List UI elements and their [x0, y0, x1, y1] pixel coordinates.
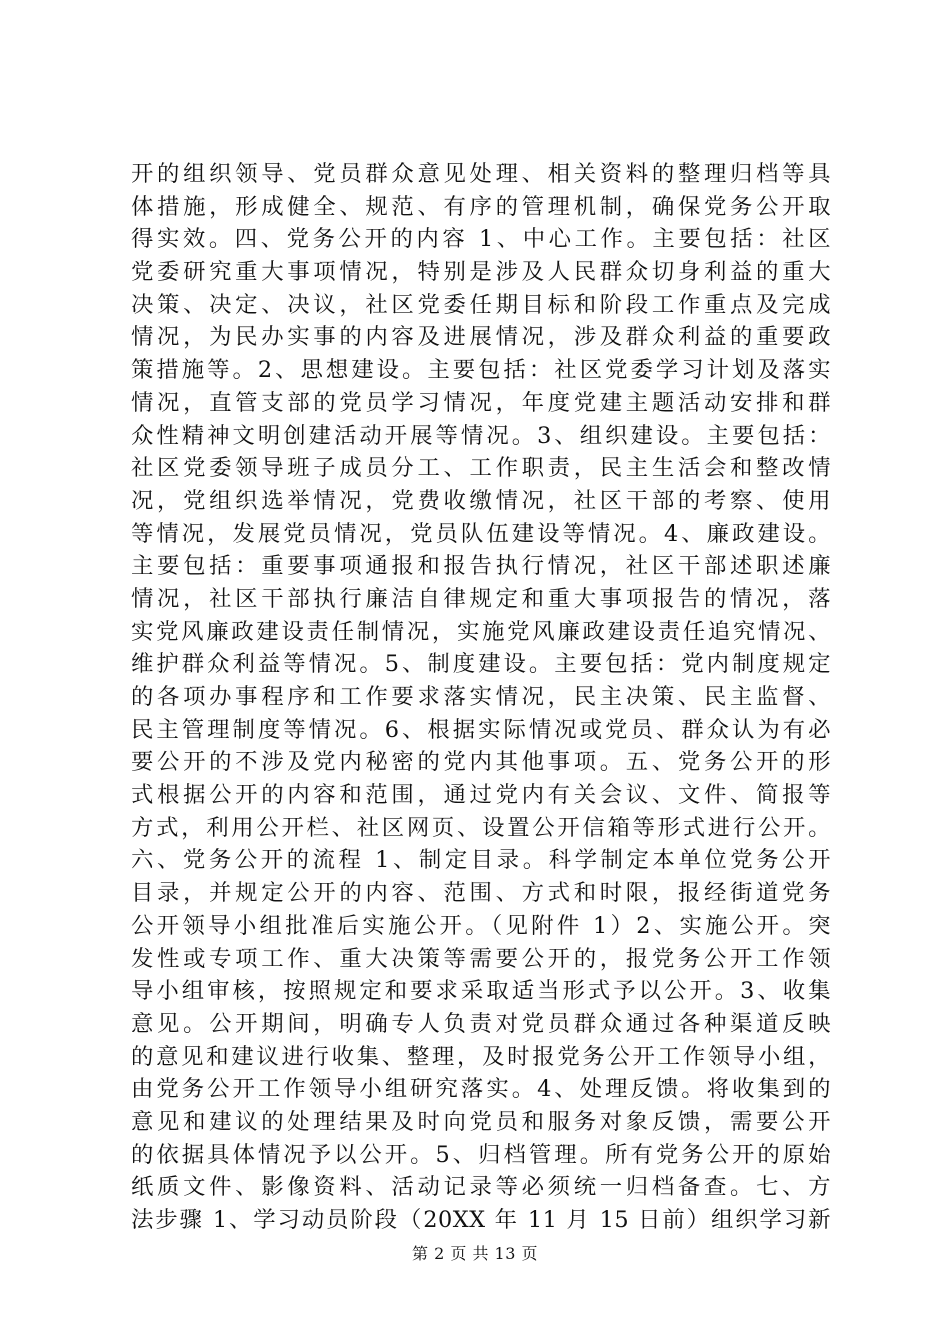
- text-line: 公开领导小组批准后实施公开。（见附件 1）2、实施公开。突: [131, 912, 831, 939]
- text-line: 体措施，形成健全、规范、有序的管理机制，确保党务公开取: [131, 193, 831, 220]
- text-line: 众性精神文明创建活动开展等情况。3、组织建设。主要包括：: [131, 422, 831, 449]
- text-line: 导小组审核，按照规定和要求采取适当形式予以公开。3、收集: [131, 978, 831, 1005]
- text-line: 发性或专项工作、重大决策等需要公开的，报党务公开工作领: [131, 945, 831, 972]
- text-line: 法步骤 1、学习动员阶段（20XX 年 11 月 15 日前）组织学习新: [131, 1207, 831, 1233]
- text-line: 开的组织领导、党员群众意见处理、相关资料的整理归档等具: [131, 161, 831, 187]
- text-line: 的各项办事程序和工作要求落实情况，民主决策、民主监督、: [131, 684, 831, 710]
- text-line: 由党务公开工作领导小组研究落实。4、处理反馈。将收集到的: [131, 1076, 831, 1103]
- text-line: 实党风廉政建设责任制情况，实施党风廉政建设责任追究情况、: [131, 618, 831, 645]
- document-body: [131, 158, 831, 1237]
- text-line: 主要包括：重要事项通报和报告执行情况，社区干部述职述廉: [131, 553, 831, 580]
- text-line: 维护群众利益等情况。5、制度建设。主要包括：党内制度规定: [131, 651, 831, 678]
- text-line: 民主管理制度等情况。6、根据实际情况或党员、群众认为有必: [131, 716, 831, 743]
- text-line: 方式，利用公开栏、社区网页、设置公开信箱等形式进行公开。: [131, 814, 831, 841]
- text-line: 决策、决定、决议，社区党委任期目标和阶段工作重点及完成: [131, 291, 831, 318]
- page-footer: 第 2 页 共 13 页: [412, 1244, 538, 1263]
- text-line: 的依据具体情况予以公开。5、归档管理。所有党务公开的原始: [131, 1141, 831, 1168]
- text-line: 得实效。四、党务公开的内容 1、中心工作。主要包括：社区: [131, 226, 831, 253]
- text-line: 社区党委领导班子成员分工、工作职责，民主生活会和整改情: [131, 455, 831, 482]
- text-line: 况，党组织选举情况，党费收缴情况，社区干部的考察、使用: [131, 487, 831, 514]
- text-line: 情况，社区干部执行廉洁自律规定和重大事项报告的情况，落: [131, 585, 831, 612]
- text-line: 情况，为民办实事的内容及进展情况，涉及群众利益的重要政: [131, 324, 831, 351]
- text-line: 意见和建议的处理结果及时向党员和服务对象反馈，需要公开: [131, 1108, 831, 1135]
- text-line: 等情况，发展党员情况，党员队伍建设等情况。4、廉政建设。: [131, 520, 831, 547]
- text-line: 目录，并规定公开的内容、范围、方式和时限，报经街道党务: [131, 880, 831, 907]
- text-line: 情况，直管支部的党员学习情况，年度党建主题活动安排和群: [131, 389, 831, 416]
- text-line: 策措施等。2、思想建设。主要包括：社区党委学习计划及落实: [131, 357, 831, 384]
- text-line: 式根据公开的内容和范围，通过党内有关会议、文件、简报等: [131, 782, 831, 809]
- text-line: 六、党务公开的流程 1、制定目录。科学制定本单位党务公开: [131, 847, 831, 874]
- text-line: 要公开的不涉及党内秘密的党内其他事项。五、党务公开的形: [131, 749, 831, 776]
- text-line: 意见。公开期间，明确专人负责对党员群众通过各种渠道反映: [131, 1010, 831, 1037]
- text-line: 纸质文件、影像资料、活动记录等必须统一归档备查。七、方: [131, 1174, 831, 1201]
- text-line: 党委研究重大事项情况，特别是涉及人民群众切身利益的重大: [131, 259, 831, 286]
- text-line: 的意见和建议进行收集、整理，及时报党务公开工作领导小组，: [131, 1043, 831, 1070]
